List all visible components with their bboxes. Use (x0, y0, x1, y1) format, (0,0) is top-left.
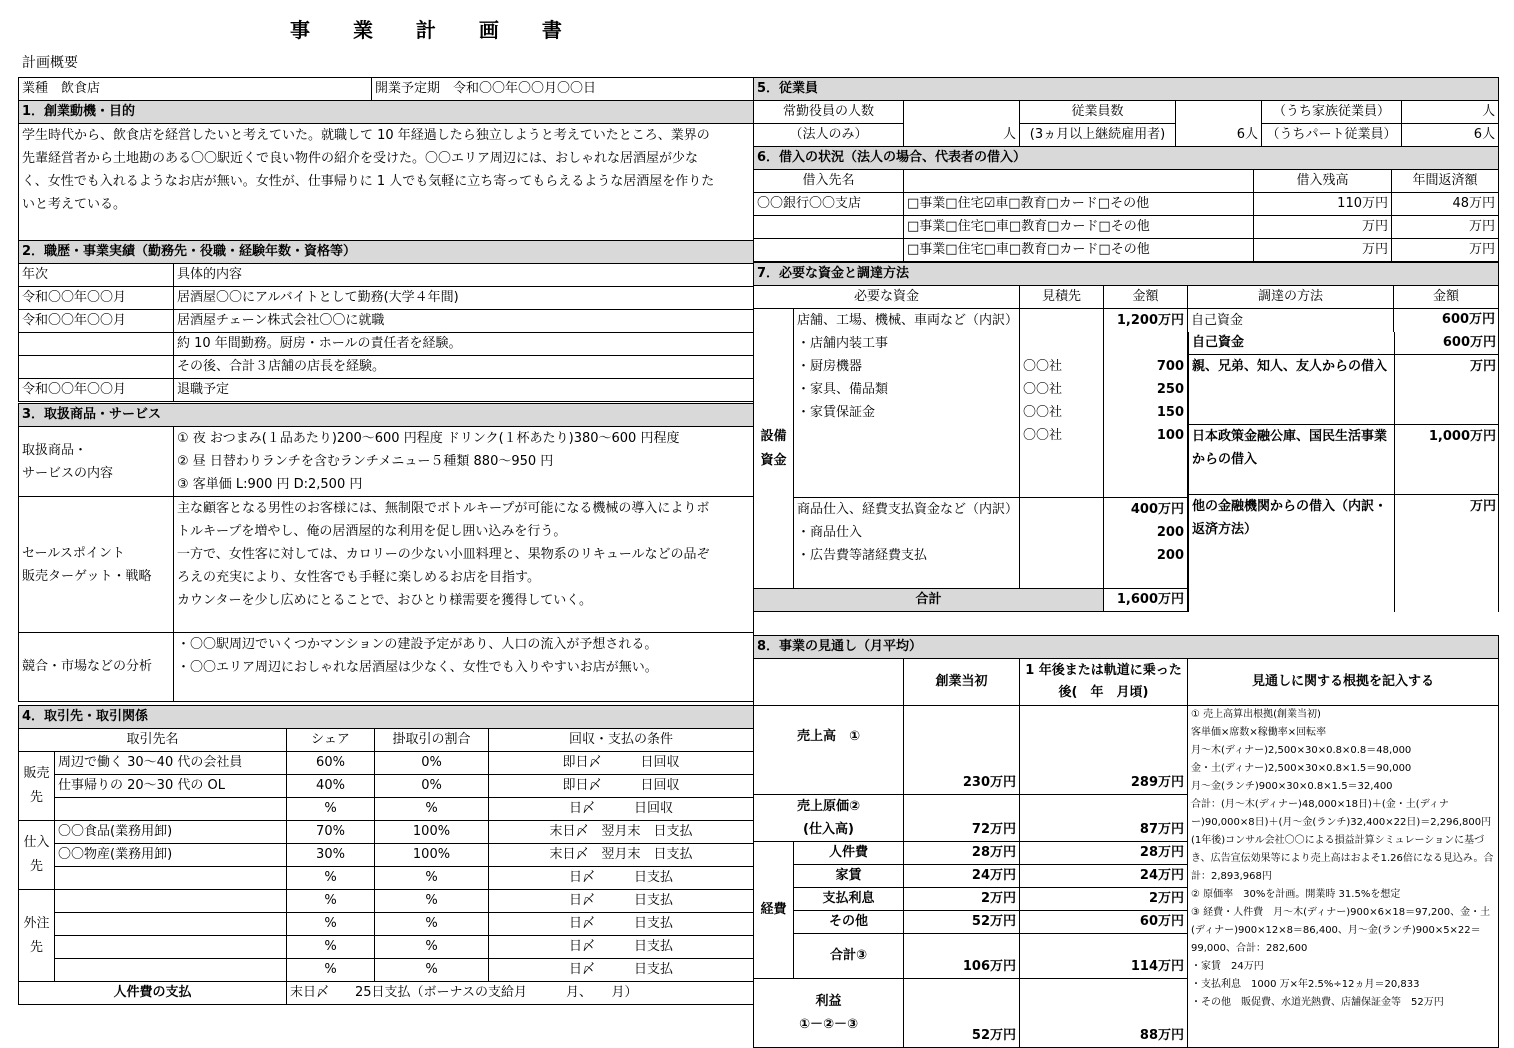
employee-sub: (3ヵ月以上継続雇用者) (1020, 124, 1176, 147)
setsubi-items: 店舗、工場、機械、車両など（内訳） ・店舗内装工事 ・厨房機器 ・家具、備品類 ・家賃保証金 (794, 309, 1020, 498)
s1-heading: 1．創業動機・目的 (19, 101, 754, 124)
s3-sales: 主な顧客となる男性のお客様には、無制限でボトルキープが可能になる機械の導入によりボ トルキープを増やし、俺の居酒屋的な利用を促し囲い込みを行う。 一方で、女性客に対しては、カロリーの少ない小皿料理と、果物系のリキュールなどの品ぞ ろえの充実により、女性客でも手軽に楽しめるお店を目指す。 カウンターを少し広めにとることで、おひとり様需要を獲得していく。 (174, 497, 754, 633)
unten-items: 商品仕入、経費支払資金など（内訳） ・商品仕入 ・広告費等諸経費支払 (794, 498, 1020, 589)
career-content: 居酒屋チェーン株式会社〇〇に就職 (174, 310, 754, 333)
exp-initial: 2万円 (904, 888, 1020, 911)
exp-later: 28万円 (1020, 842, 1188, 865)
share: % (287, 890, 375, 913)
partner (55, 798, 287, 821)
exp-item: 合計③ (794, 934, 904, 979)
terms: 即日〆 日回収 (489, 775, 754, 798)
buy-label: 仕入先 (19, 821, 55, 890)
funding-list: 自己資金 600万円 親、兄弟、知人、友人からの借入 万円 日本政策金融公庫、国民生活事業からの借入 1,000万円 他の金融機関からの借入（内訳・返済方法） 万円 (1188, 332, 1499, 612)
exp-initial: 106万円 (904, 934, 1020, 979)
s8-table (753, 635, 1499, 1048)
s6-col: 借入残高 (1254, 170, 1392, 193)
lender (754, 239, 904, 262)
partner (55, 959, 287, 982)
partner (55, 936, 287, 959)
terms: 日〆 日支払 (489, 936, 754, 959)
share: 70% (287, 821, 375, 844)
s7-col: 見積先 (1020, 286, 1104, 309)
sell-label: 販売先 (19, 752, 55, 821)
terms: 日〆 日支払 (489, 890, 754, 913)
credit: % (375, 936, 489, 959)
career-content: 退職予定 (174, 379, 754, 402)
s6-col: 年間返済額 (1392, 170, 1499, 193)
profit-label: 利益 ①－②－③ (754, 979, 904, 1048)
share: % (287, 798, 375, 821)
exp-item: 人件費 (794, 842, 904, 865)
s4-col: 取引先名 (19, 729, 287, 752)
kaigyo: 開業予定期 令和〇〇年〇〇月〇〇日 (372, 78, 754, 101)
s3-label-market: 競合・市場などの分析 (19, 633, 174, 702)
cost-label: 売上原価② (仕入高) (754, 795, 904, 842)
s1-body: 学生時代から、飲食店を経営したいと考えていた。就職して 10 年経過したら独立しようと考えていたところ、業界の 先輩経営者から土地勘のある〇〇駅近くで良い物件の紹介を受けた。〇〇エリア周辺には、おしゃれな居酒屋が少な く、女性でも入れるようなお店が無い。女性が、仕事帰りに 1 人でも気軽に立ち寄ってもらえるような居酒屋を作りた いと考えている。 (19, 124, 754, 253)
exp-item: その他 (794, 911, 904, 934)
partner: 〇〇物産(業務用卸) (55, 844, 287, 867)
exp-later: 60万円 (1020, 911, 1188, 934)
sales-label: 売上高 ① (754, 706, 904, 795)
s7-col: 必要な資金 (754, 286, 1020, 309)
officer-label: 常勤役員の人数 (754, 101, 904, 124)
s6-col: 借入先名 (754, 170, 904, 193)
partner: 仕事帰りの 20～30 代の OL (55, 775, 287, 798)
s6-table (753, 146, 1499, 262)
s4-heading: 4．取引先・取引関係 (19, 706, 754, 729)
s2-table (18, 240, 754, 402)
s7-col: 金額 (1104, 286, 1188, 309)
s3-products: ① 夜 おつまみ(１品あたり)200～600 円程度 ドリンク(１杯あたり)380～600 円程度 ② 昼 日替わりランチを含むランチメニュー５種類 880～950 円 ③ 客単価 L:900 円 D:2,500 円 (174, 427, 754, 497)
s8-heading: 8．事業の見通し（月平均） (754, 636, 1499, 659)
s8-col: 創業当初 (904, 659, 1020, 706)
s7-heading: 7．必要な資金と調達方法 (754, 263, 1499, 286)
setsubi-vendors: 〇〇社 〇〇社 〇〇社 〇〇社 (1020, 309, 1104, 498)
cost-later: 87万円 (1020, 795, 1188, 842)
unten-amounts: 400万円 200 200 (1104, 498, 1188, 589)
left-header-table (18, 77, 754, 253)
career-year (19, 333, 174, 356)
exp-later: 24万円 (1020, 865, 1188, 888)
lender: 〇〇銀行〇〇支店 (754, 193, 904, 216)
s2-heading: 2．職歴・事業実績（勤務先・役職・経験年数・資格等） (19, 241, 754, 264)
officer-count: 人 (904, 101, 1020, 147)
s8-basis: ① 売上高算出根拠(創業当初) 客単価×席数×稼働率×回転率 月～木(ディナー)2,500×30×0.8×0.8＝48,000 金・土(ディナー)2,500×30×0.8×1.5＝90,000 月～金(ランチ)900×30×0.8×1.5＝32,400 合計：(月～木(ディナー)48,000×18日)＋(金・土(ディナー)90,000×8日)＋(月～金(ランチ)32,400×22日)＝2,296,800円 (1年後)コンサル会社〇〇による損益計算シミュレーションに基づき、広告宣伝効果等により売上高はおよそ1.26倍になる見込み。合計：2,893,968円 ② 原価率 30%を計画。開業時 31.5%を想定 ③ 経費・人件費 月～木(ディナー)900×6×18＝97,200、金・土(ディナー)900×12×8＝86,400、月～金(ランチ)900×5×22＝99,000、合計：282,600 ・家賃 24万円 ・支払利息 1000 万×年2.5%÷12ヵ月＝20,833 ・その他 販促費、水道光熱費、店舗保証金等 52万円 (1188, 706, 1499, 1048)
part-label: （うちパート従業員） (1262, 124, 1402, 147)
overview-label: 計画概要 (22, 55, 78, 71)
share: % (287, 936, 375, 959)
out-label: 外注先 (19, 890, 55, 982)
share: % (287, 913, 375, 936)
s6-heading: 6．借入の状況（法人の場合、代表者の借入） (754, 147, 1499, 170)
share: 60% (287, 752, 375, 775)
profit-initial: 52万円 (904, 979, 1020, 1048)
share: % (287, 959, 375, 982)
s3-label-products: 取扱商品・ サービスの内容 (19, 427, 174, 497)
funding-self: 自己資金 (1188, 309, 1394, 498)
terms: 日〆 日支払 (489, 913, 754, 936)
terms: 日〆 日支払 (489, 959, 754, 982)
loan-repay: 48万円 (1392, 193, 1499, 216)
setsubi-amounts: 1,200万円 700 250 150 100 (1104, 309, 1188, 498)
s4-table (18, 705, 754, 1005)
s8-corner (754, 659, 904, 706)
profit-later: 88万円 (1020, 979, 1188, 1048)
s4-col: 回収・支払の条件 (489, 729, 754, 752)
unten-vendors (1020, 498, 1104, 589)
s3-label-sales: セールスポイント 販売ターゲット・戦略 (19, 497, 174, 633)
career-year: 令和〇〇年〇〇月 (19, 287, 174, 310)
credit: % (375, 867, 489, 890)
career-content: 居酒屋〇〇にアルバイトとして勤務(大学４年間) (174, 287, 754, 310)
share: 40% (287, 775, 375, 798)
partner: 周辺で働く 30～40 代の会社員 (55, 752, 287, 775)
terms: 即日〆 日回収 (489, 752, 754, 775)
s8-col: 1 年後または軌道に乗った後( 年 月頃) (1020, 659, 1188, 706)
partner: 〇〇食品(業務用卸) (55, 821, 287, 844)
s2-col-content: 具体的内容 (174, 264, 754, 287)
exp-item: 家賃 (794, 865, 904, 888)
exp-initial: 24万円 (904, 865, 1020, 888)
terms: 日〆 日回収 (489, 798, 754, 821)
terms: 末日〆 翌月末 日支払 (489, 844, 754, 867)
loan-purpose: □事業□住宅□車□教育□カード□その他 (904, 239, 1254, 262)
loan-balance: 万円 (1254, 216, 1392, 239)
credit: 0% (375, 775, 489, 798)
labor-label: 人件費の支払 (19, 982, 287, 1005)
exp-later: 2万円 (1020, 888, 1188, 911)
sales-later: 289万円 (1020, 706, 1188, 795)
s4-col: シェア (287, 729, 375, 752)
employee-label: 従業員数 (1020, 101, 1176, 124)
partner (55, 867, 287, 890)
s8-col: 見通しに関する根拠を記入する (1188, 659, 1499, 706)
terms: 日〆 日支払 (489, 867, 754, 890)
credit: % (375, 913, 489, 936)
s6-col (904, 170, 1254, 193)
labor-terms: 末日〆 25日支払（ボーナスの支給月 月、 月） (287, 982, 754, 1005)
sales-initial: 230万円 (904, 706, 1020, 795)
career-content: その後、合計３店舗の店長を経験。 (174, 356, 754, 379)
career-content: 約 10 年間勤務。厨房・ホールの責任者を経験。 (174, 333, 754, 356)
exp-later: 114万円 (1020, 934, 1188, 979)
loan-repay: 万円 (1392, 216, 1499, 239)
partner (55, 913, 287, 936)
share: % (287, 867, 375, 890)
setsubi-label: 設備資金 (754, 309, 794, 589)
loan-purpose: □事業□住宅☑車□教育□カード□その他 (904, 193, 1254, 216)
credit: % (375, 959, 489, 982)
s4-col: 掛取引の割合 (375, 729, 489, 752)
partner (55, 890, 287, 913)
s3-market: ・〇〇駅周辺でいくつかマンションの建設予定があり、人口の流入が予想される。 ・〇〇エリア周辺におしゃれな居酒屋は少なく、女性でも入りやすいお店が無い。 (174, 633, 754, 702)
gyoshu: 業種 飲食店 (19, 78, 372, 101)
family-count: 人 (1402, 101, 1499, 124)
family-label: （うち家族従業員） (1262, 101, 1402, 124)
s5-table (753, 77, 1499, 147)
page-title: 事 業 計 画 書 (290, 18, 580, 42)
share: 30% (287, 844, 375, 867)
career-year: 令和〇〇年〇〇月 (19, 310, 174, 333)
exp-initial: 52万円 (904, 911, 1020, 934)
loan-purpose: □事業□住宅□車□教育□カード□その他 (904, 216, 1254, 239)
credit: 0% (375, 752, 489, 775)
s3-heading: 3．取扱商品・サービス (19, 404, 754, 427)
terms: 末日〆 翌月末 日支払 (489, 821, 754, 844)
part-count: 6人 (1402, 124, 1499, 147)
sum-needed: 1,600万円 (1104, 589, 1188, 612)
credit: 100% (375, 844, 489, 867)
loan-balance: 110万円 (1254, 193, 1392, 216)
loan-balance: 万円 (1254, 239, 1392, 262)
loan-repay: 万円 (1392, 239, 1499, 262)
exp-item: 支払利息 (794, 888, 904, 911)
sum-label-needed: 合計 (754, 589, 1104, 612)
lender (754, 216, 904, 239)
employee-count: 6人 (1176, 101, 1262, 147)
cost-initial: 72万円 (904, 795, 1020, 842)
s5-heading: 5．従業員 (754, 78, 1499, 101)
funding-self-amount: 600万円 (1394, 309, 1499, 498)
s2-col-year: 年次 (19, 264, 174, 287)
credit: % (375, 798, 489, 821)
credit: % (375, 890, 489, 913)
s3-table (18, 403, 754, 702)
exp-label: 経費 (754, 842, 794, 979)
officer-sub: （法人のみ） (754, 124, 904, 147)
career-year (19, 356, 174, 379)
career-year: 令和〇〇年〇〇月 (19, 379, 174, 402)
s7-col: 金額 (1394, 286, 1499, 309)
s7-col: 調達の方法 (1188, 286, 1394, 309)
credit: 100% (375, 821, 489, 844)
exp-initial: 28万円 (904, 842, 1020, 865)
